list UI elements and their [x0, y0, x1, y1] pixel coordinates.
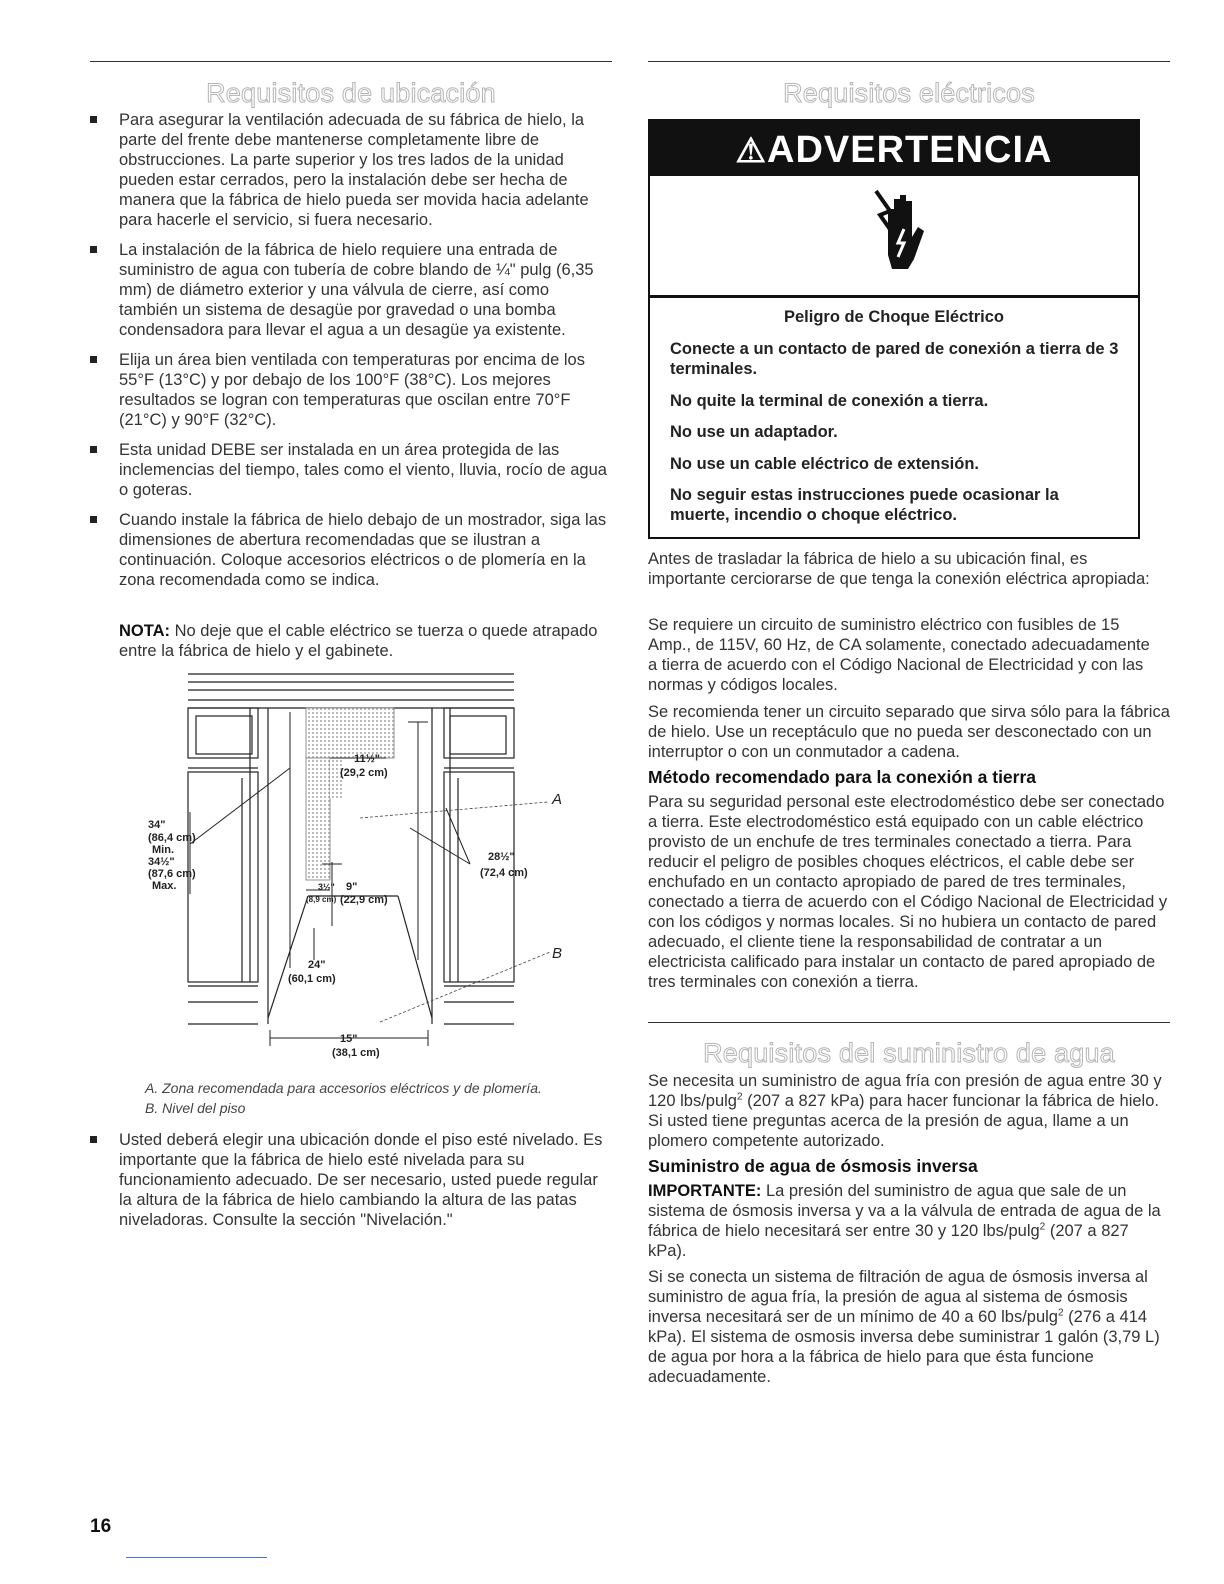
page-number: 16 [90, 1516, 112, 1537]
right-top-rule [648, 61, 1170, 62]
paragraph [648, 1181, 1168, 1261]
dim-24-cm: (60,1 cm) [288, 973, 336, 985]
list-item: Cuando instale la fábrica de hielo debajo de un mostrador, siga las dimensiones de abertura recomendadas que se ilustran a continuación. Coloque accesorios eléctricos o de plomería en la zona recomendada como se indica. [90, 510, 612, 590]
dim-34-cm: (86,4 cm) [148, 832, 196, 844]
dim-34h-cm: (87,6 cm) [148, 868, 196, 880]
right-mid-rule [648, 1022, 1170, 1023]
left-top-rule [90, 61, 612, 62]
electric-shock-hand-icon [868, 185, 932, 281]
warning-line: No use un cable eléctrico de extensión. [670, 455, 980, 473]
dim-28: 28½" [488, 851, 515, 863]
importante-label: IMPORTANTE: [648, 1182, 762, 1200]
warning-box [648, 119, 1140, 539]
ubicacion-bullet-list-2 [90, 1130, 610, 1230]
nota-label: NOTA: [119, 622, 171, 640]
section-heading-ubicacion: Requisitos de ubicación [206, 78, 496, 108]
text-run: (207 a 827 kPa) para hacer funcionar la fábrica de hielo. Si usted tiene preguntas acerca de la presión de agua, llame a un plomero competente autorizado. [648, 1092, 1159, 1150]
dim-15: 15" [340, 1033, 358, 1045]
subheading-conexion-tierra: Método recomendado para la conexión a tierra [648, 767, 1037, 787]
text-run: Si se conecta un sistema de filtración de agua de ósmosis inversa al suministro de agua fría, la presión de agua al sistema de ósmosis inversa necesitará ser de un mínimo de 40 a 60 lbs/pulg [648, 1268, 1148, 1326]
paragraph [648, 1267, 1168, 1387]
paragraph: Para su seguridad personal este electrodoméstico debe ser conectado a tierra. Este electrodoméstico está equipado con un cable eléctrico provisto de un enchufe de tres terminales conectado a tierra. Para reducir el peligro de posibles choques eléctricos, el cable debe ser enchufado en un contacto apropiado de pared de tres terminales, conectado a tierra de acuerdo con el Código Nacional de Electricidad y con los códigos y normas locales. Si no hubiera un contacto de pared adecuado, el cliente tiene la responsabilidad de contratar a un electricista calificado para instalar un contacto de pared apropiado de tres terminales con conexión a tierra. [648, 793, 1168, 991]
superscript: 2 [1039, 1221, 1046, 1233]
warning-line: No use un adaptador. [670, 423, 838, 441]
warning-title-bar [650, 121, 1138, 176]
dim-11-cm: (29,2 cm) [340, 767, 388, 779]
dim-11: 11½" [354, 753, 381, 765]
text-run: La presión del suministro de agua que sale de un sistema de ósmosis inversa y va a la válvula de entrada de agua de la fábrica de hielo necesitará ser entre 30 y 120 lbs/pulg [648, 1182, 1161, 1240]
section-heading-agua: Requisitos del suministro de agua [703, 1038, 1115, 1068]
text-run: (276 a 414 kPa). El sistema de osmosis inversa debe suministrar 1 galón (3,79 L) de agua por hora a la fábrica de hielo para que ésta funcione adecuadamente. [648, 1308, 1160, 1386]
dim-15-cm: (38,1 cm) [332, 1047, 380, 1059]
superscript: 2 [737, 1091, 743, 1103]
list-item: La instalación de la fábrica de hielo requiere una entrada de suministro de agua con tubería de cobre blando de ¼" pulg (6,35 mm) de diámetro exterior y una válvula de cierre, así como también un sistema de desagüe por gravedad o una bomba condensadora para llevar el agua a un desagüe ya existente. [90, 240, 612, 340]
dim-24: 24" [308, 959, 326, 971]
list-item: Esta unidad DEBE ser instalada en un área protegida de las inclemencias del tiempo, tales como el viento, lluvia, rocío de agua o goteras. [90, 440, 612, 500]
superscript: 2 [1058, 1307, 1064, 1319]
text-run: (207 a 827 kPa). [648, 1222, 1129, 1260]
text-run: Se necesita un suministro de agua fría con presión de agua entre 30 y 120 lbs/pulg [648, 1072, 1162, 1110]
hazard-title: Peligro de Choque Eléctrico [783, 308, 1005, 326]
diagram-label-b: B [552, 945, 563, 962]
paragraph [648, 1071, 1168, 1151]
diagram-label-a: A [552, 791, 563, 808]
warning-line: No seguir estas instrucciones puede ocasionar la muerte, incendio o choque eléctrico. [670, 486, 1059, 524]
list-item: Elija un área bien ventilada con temperaturas por encima de los 55°F (13°C) y por debajo de los 100°F (38°C). Los mejores resultados se logran con temperaturas que oscilan entre 70°F (21°C) y 90°F (32°C). [90, 350, 612, 430]
paragraph: Se requiere un circuito de suministro eléctrico con fusibles de 15 Amp., de 115V, 60 Hz, de CA solamente, conectado adecuadamente a tierra de acuerdo con el Código Nacional de Electricidad y con las normas y códigos locales. [648, 616, 1150, 694]
dim-28-cm: (72,4 cm) [480, 867, 528, 879]
list-item: Para asegurar la ventilación adecuada de su fábrica de hielo, la parte del frente debe mantenerse completamente libre de obstrucciones. La parte superior y los tres lados de la unidad pueden estar cerrados, pero la instalación debe ser hecha de manera que la fábrica de hielo pueda ser movida hacia adelante para hacerle el servicio, si fuera necesario. [90, 110, 612, 230]
nota-paragraph [119, 621, 599, 661]
section-heading-electricos: Requisitos eléctricos [783, 78, 1035, 108]
footer-rule [126, 1557, 267, 1558]
dim-3-cm: (8,9 cm) [306, 895, 337, 904]
dim-34-min: Min. [152, 844, 174, 856]
warning-line: Conecte a un contacto de pared de conexión a tierra de 3 terminales. [670, 340, 1119, 378]
dim-34: 34" [148, 819, 166, 831]
warning-divider [650, 295, 1138, 298]
ubicacion-bullet-list [90, 110, 612, 590]
paragraph: Se recomienda tener un circuito separado que sirva sólo para la fábrica de hielo. Use un receptáculo que no pueda ser desconectado con un interruptor o con un conmutador a cadena. [648, 703, 1170, 761]
list-item: Usted deberá elegir una ubicación donde el piso esté nivelado. Es importante que la fábrica de hielo esté nivelada para su funcionamiento adecuado. De ser necesario, usted puede regular la altura de la fábrica de hielo cambiando la altura de las patas niveladoras. Consulte la sección "Nivelación." [90, 1130, 610, 1230]
dim-9: 9" [346, 881, 358, 893]
warning-triangle-icon: ⚠ [735, 132, 767, 170]
warning-line: No quite la terminal de conexión a tierra. [670, 392, 989, 410]
caption-b: B. Nivel del piso [145, 1100, 246, 1116]
subheading-osmosis: Suministro de agua de ósmosis inversa [648, 1156, 978, 1176]
dim-34h-max: Max. [152, 880, 177, 892]
nota-text: No deje que el cable eléctrico se tuerza o quede atrapado entre la fábrica de hielo y el gabinete. [119, 622, 598, 660]
warning-title: ADVERTENCIA [767, 129, 1053, 171]
dim-34h: 34½" [148, 856, 175, 868]
dim-3: 3½" [318, 882, 335, 892]
paragraph: Antes de trasladar la fábrica de hielo a su ubicación final, es importante cerciorarse de que tenga la conexión eléctrica apropiada: [648, 550, 1150, 588]
opening-dimensions-diagram [140, 668, 580, 1068]
caption-a: A. Zona recomendada para accesorios eléctricos y de plomería. [145, 1080, 542, 1096]
dim-9-cm: (22,9 cm) [340, 894, 388, 906]
